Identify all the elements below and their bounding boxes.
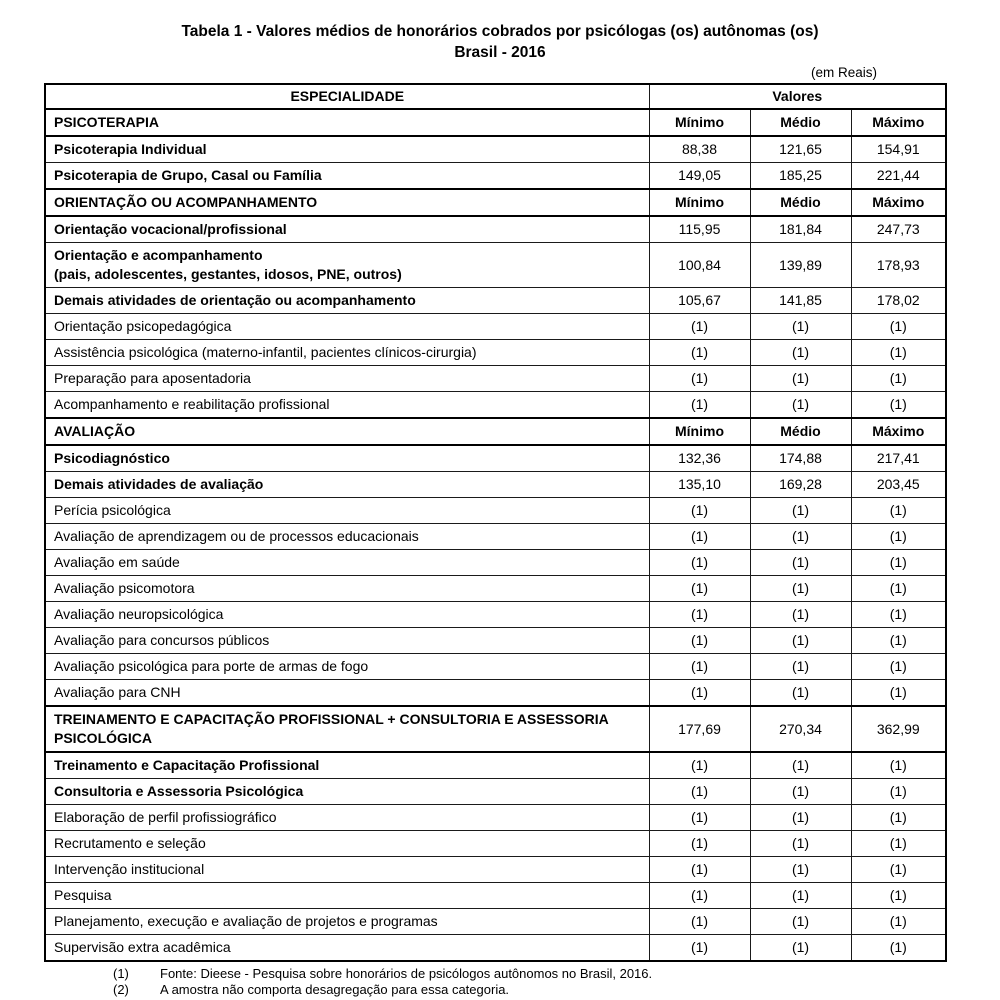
value-med: 185,25 bbox=[750, 163, 851, 190]
value-max: 178,02 bbox=[851, 288, 946, 314]
footnote-2 bbox=[113, 982, 1000, 998]
row-label-text: Avaliação psicomotora bbox=[54, 580, 195, 596]
value-max: 203,45 bbox=[851, 472, 946, 498]
row-label-text: Orientação vocacional/profissional bbox=[54, 221, 287, 237]
table-title bbox=[0, 21, 1000, 63]
row-label-text: ORIENTAÇÃO OU ACOMPANHAMENTO bbox=[54, 194, 318, 210]
table-row bbox=[45, 288, 946, 314]
row-label-text-2: PSICOLÓGICA bbox=[54, 730, 153, 746]
row-label-text: Demais atividades de orientação ou acompanhamento bbox=[54, 292, 416, 308]
value-med: 121,65 bbox=[750, 136, 851, 163]
value-max: 362,99 bbox=[851, 706, 946, 752]
table-row bbox=[45, 163, 946, 190]
table-row bbox=[45, 680, 946, 707]
row-label bbox=[45, 935, 649, 962]
row-label-text: Recrutamento e seleção bbox=[54, 835, 206, 851]
value-min: 88,38 bbox=[649, 136, 750, 163]
value-min: (1) bbox=[649, 831, 750, 857]
table-row bbox=[45, 831, 946, 857]
table-row bbox=[45, 366, 946, 392]
value-max: (1) bbox=[851, 680, 946, 707]
value-med: (1) bbox=[750, 857, 851, 883]
table-row bbox=[45, 392, 946, 419]
value-max: 221,44 bbox=[851, 163, 946, 190]
value-min: 100,84 bbox=[649, 243, 750, 288]
row-label-text: Perícia psicológica bbox=[54, 502, 171, 518]
table-row bbox=[45, 109, 946, 136]
value-max: (1) bbox=[851, 909, 946, 935]
value-min: (1) bbox=[649, 524, 750, 550]
value-min: 135,10 bbox=[649, 472, 750, 498]
row-label bbox=[45, 340, 649, 366]
row-label-text-2: (pais, adolescentes, gestantes, idosos, PNE, outros) bbox=[54, 266, 402, 282]
value-max: (1) bbox=[851, 340, 946, 366]
row-label bbox=[45, 550, 649, 576]
row-label bbox=[45, 392, 649, 419]
value-med: (1) bbox=[750, 680, 851, 707]
table-row bbox=[45, 189, 946, 216]
value-min: 105,67 bbox=[649, 288, 750, 314]
row-label-text: Assistência psicológica (materno-infantil, pacientes clínicos-cirurgia) bbox=[54, 344, 477, 360]
value-max: (1) bbox=[851, 628, 946, 654]
footnote-text: A amostra não comporta desagregação para essa categoria. bbox=[160, 982, 510, 997]
value-min: 132,36 bbox=[649, 445, 750, 472]
row-label bbox=[45, 779, 649, 805]
row-label-text: Psicoterapia Individual bbox=[54, 141, 207, 157]
value-med: (1) bbox=[750, 909, 851, 935]
row-label bbox=[45, 576, 649, 602]
value-med: (1) bbox=[750, 550, 851, 576]
value-min: (1) bbox=[649, 498, 750, 524]
row-label-text: Avaliação para CNH bbox=[54, 684, 181, 700]
row-label-text: PSICOTERAPIA bbox=[54, 114, 160, 130]
value-med: (1) bbox=[750, 314, 851, 340]
value-min: (1) bbox=[649, 392, 750, 419]
value-med: (1) bbox=[750, 935, 851, 962]
fees-table bbox=[44, 83, 947, 962]
table-row bbox=[45, 136, 946, 163]
row-label-text: Planejamento, execução e avaliação de projetos e programas bbox=[54, 913, 438, 929]
value-med: (1) bbox=[750, 392, 851, 419]
table-row bbox=[45, 524, 946, 550]
value-max: (1) bbox=[851, 935, 946, 962]
table-body bbox=[45, 109, 946, 961]
value-max: (1) bbox=[851, 805, 946, 831]
value-max: (1) bbox=[851, 550, 946, 576]
value-min: (1) bbox=[649, 909, 750, 935]
col-header-valores: Valores bbox=[649, 84, 946, 109]
row-label-text: TREINAMENTO E CAPACITAÇÃO PROFISSIONAL + CONSULTORIA E ASSESSORIA bbox=[54, 711, 609, 727]
row-label-text: Psicoterapia de Grupo, Casal ou Família bbox=[54, 167, 322, 183]
row-label-text: Avaliação neuropsicológica bbox=[54, 606, 224, 622]
value-max: (1) bbox=[851, 366, 946, 392]
value-max: (1) bbox=[851, 392, 946, 419]
table-row bbox=[45, 779, 946, 805]
row-label bbox=[45, 243, 649, 288]
row-label-text: Elaboração de perfil profissiográfico bbox=[54, 809, 277, 825]
value-min: (1) bbox=[649, 366, 750, 392]
value-med: 169,28 bbox=[750, 472, 851, 498]
value-min: (1) bbox=[649, 654, 750, 680]
row-label bbox=[45, 136, 649, 163]
value-min: (1) bbox=[649, 550, 750, 576]
table-row bbox=[45, 550, 946, 576]
value-med: (1) bbox=[750, 831, 851, 857]
row-label bbox=[45, 418, 649, 445]
value-min: (1) bbox=[649, 752, 750, 779]
value-max: (1) bbox=[851, 752, 946, 779]
row-label bbox=[45, 216, 649, 243]
value-min: (1) bbox=[649, 602, 750, 628]
footnote-marker: (2) bbox=[113, 982, 129, 997]
value-max: (1) bbox=[851, 779, 946, 805]
row-label bbox=[45, 366, 649, 392]
value-med: 174,88 bbox=[750, 445, 851, 472]
value-min: (1) bbox=[649, 857, 750, 883]
value-min: (1) bbox=[649, 680, 750, 707]
row-label-text: Intervenção institucional bbox=[54, 861, 205, 877]
table-row bbox=[45, 472, 946, 498]
value-max: Máximo bbox=[851, 418, 946, 445]
row-label-text: Demais atividades de avaliação bbox=[54, 476, 264, 492]
value-max: 154,91 bbox=[851, 136, 946, 163]
table-row bbox=[45, 243, 946, 288]
row-label bbox=[45, 706, 649, 752]
table-row bbox=[45, 883, 946, 909]
value-med: (1) bbox=[750, 366, 851, 392]
table-row bbox=[45, 418, 946, 445]
row-label bbox=[45, 189, 649, 216]
value-med: (1) bbox=[750, 752, 851, 779]
title-line-2: Brasil - 2016 bbox=[454, 44, 546, 61]
value-med: (1) bbox=[750, 602, 851, 628]
value-med: 139,89 bbox=[750, 243, 851, 288]
value-min: (1) bbox=[649, 314, 750, 340]
table-row bbox=[45, 654, 946, 680]
footnotes bbox=[113, 966, 1000, 998]
value-max: 247,73 bbox=[851, 216, 946, 243]
value-max: Máximo bbox=[851, 109, 946, 136]
row-label-text: Avaliação de aprendizagem ou de processos educacionais bbox=[54, 528, 419, 544]
row-label-text: Avaliação em saúde bbox=[54, 554, 180, 570]
value-med: (1) bbox=[750, 654, 851, 680]
value-max: Máximo bbox=[851, 189, 946, 216]
value-max: (1) bbox=[851, 498, 946, 524]
table-row bbox=[45, 909, 946, 935]
value-med: (1) bbox=[750, 576, 851, 602]
value-min: Mínimo bbox=[649, 189, 750, 216]
table-row bbox=[45, 857, 946, 883]
value-max: (1) bbox=[851, 654, 946, 680]
row-label bbox=[45, 680, 649, 707]
row-label bbox=[45, 805, 649, 831]
table-row bbox=[45, 706, 946, 752]
value-med: Médio bbox=[750, 109, 851, 136]
row-label-text: Avaliação psicológica para porte de armas de fogo bbox=[54, 658, 369, 674]
value-max: (1) bbox=[851, 831, 946, 857]
table-row bbox=[45, 576, 946, 602]
col-header-especialidade: ESPECIALIDADE bbox=[45, 84, 649, 109]
table-row bbox=[45, 216, 946, 243]
table-row bbox=[45, 752, 946, 779]
row-label bbox=[45, 883, 649, 909]
row-label bbox=[45, 909, 649, 935]
value-max: (1) bbox=[851, 883, 946, 909]
row-label bbox=[45, 831, 649, 857]
value-min: (1) bbox=[649, 779, 750, 805]
value-min: (1) bbox=[649, 340, 750, 366]
row-label bbox=[45, 752, 649, 779]
value-min: 149,05 bbox=[649, 163, 750, 190]
row-label-text: Orientação e acompanhamento bbox=[54, 247, 263, 263]
row-label-text: Treinamento e Capacitação Profissional bbox=[54, 757, 320, 773]
value-med: 270,34 bbox=[750, 706, 851, 752]
value-min: (1) bbox=[649, 628, 750, 654]
table-row bbox=[45, 340, 946, 366]
value-max: 217,41 bbox=[851, 445, 946, 472]
value-med: (1) bbox=[750, 883, 851, 909]
row-label-text: Consultoria e Assessoria Psicológica bbox=[54, 783, 304, 799]
row-label-text: Supervisão extra acadêmica bbox=[54, 939, 231, 955]
row-label bbox=[45, 602, 649, 628]
value-max: 178,93 bbox=[851, 243, 946, 288]
value-med: Médio bbox=[750, 189, 851, 216]
footnote-text: Fonte: Dieese - Pesquisa sobre honorários de psicólogos autônomos no Brasil, 2016. bbox=[160, 966, 653, 981]
value-min: (1) bbox=[649, 935, 750, 962]
table-row bbox=[45, 805, 946, 831]
table-row bbox=[45, 498, 946, 524]
unit-note: (em Reais) bbox=[810, 65, 877, 80]
value-med: 181,84 bbox=[750, 216, 851, 243]
value-med: Médio bbox=[750, 418, 851, 445]
row-label bbox=[45, 288, 649, 314]
value-med: (1) bbox=[750, 628, 851, 654]
row-label-text: Acompanhamento e reabilitação profissional bbox=[54, 396, 330, 412]
row-label bbox=[45, 524, 649, 550]
value-min: 177,69 bbox=[649, 706, 750, 752]
row-label bbox=[45, 314, 649, 340]
row-label bbox=[45, 498, 649, 524]
value-min: Mínimo bbox=[649, 418, 750, 445]
row-label-text: AVALIAÇÃO bbox=[54, 423, 136, 439]
value-med: (1) bbox=[750, 340, 851, 366]
value-med: (1) bbox=[750, 805, 851, 831]
value-min: (1) bbox=[649, 576, 750, 602]
row-label bbox=[45, 109, 649, 136]
value-min: 115,95 bbox=[649, 216, 750, 243]
row-label bbox=[45, 445, 649, 472]
table-row bbox=[45, 314, 946, 340]
value-max: (1) bbox=[851, 857, 946, 883]
footnote-1 bbox=[113, 966, 1000, 982]
row-label bbox=[45, 857, 649, 883]
value-med: 141,85 bbox=[750, 288, 851, 314]
table-row bbox=[45, 628, 946, 654]
row-label-text: Pesquisa bbox=[54, 887, 112, 903]
row-label-text: Psicodiagnóstico bbox=[54, 450, 170, 466]
title-line-1: Tabela 1 - Valores médios de honorários cobrados por psicólogas (os) autônomas (os) bbox=[181, 23, 819, 40]
value-min: Mínimo bbox=[649, 109, 750, 136]
row-label-text: Avaliação para concursos públicos bbox=[54, 632, 270, 648]
value-med: (1) bbox=[750, 498, 851, 524]
value-min: (1) bbox=[649, 883, 750, 909]
value-med: (1) bbox=[750, 524, 851, 550]
table-row bbox=[45, 935, 946, 962]
table-row bbox=[45, 602, 946, 628]
row-label bbox=[45, 654, 649, 680]
row-label-text: Orientação psicopedagógica bbox=[54, 318, 232, 334]
value-max: (1) bbox=[851, 576, 946, 602]
row-label bbox=[45, 163, 649, 190]
row-label bbox=[45, 472, 649, 498]
value-med: (1) bbox=[750, 779, 851, 805]
value-max: (1) bbox=[851, 524, 946, 550]
value-min: (1) bbox=[649, 805, 750, 831]
footnote-marker: (1) bbox=[113, 966, 129, 981]
row-label bbox=[45, 628, 649, 654]
value-max: (1) bbox=[851, 314, 946, 340]
table-header-row bbox=[45, 84, 946, 109]
table-row bbox=[45, 445, 946, 472]
row-label-text: Preparação para aposentadoria bbox=[54, 370, 251, 386]
value-max: (1) bbox=[851, 602, 946, 628]
